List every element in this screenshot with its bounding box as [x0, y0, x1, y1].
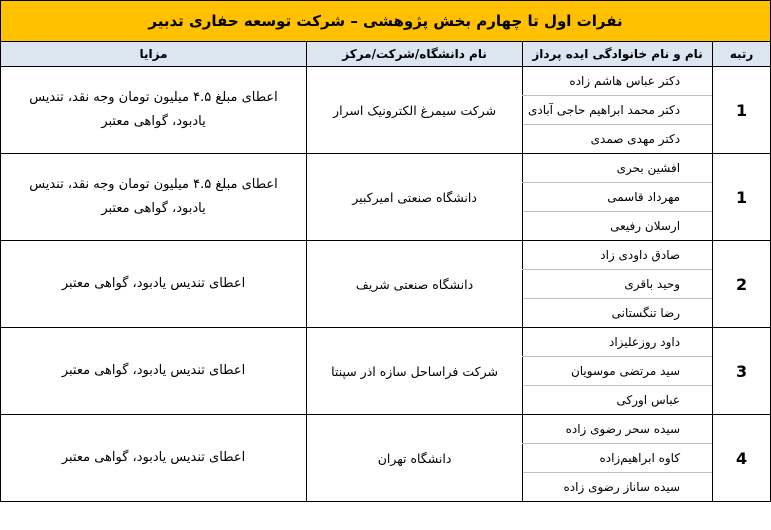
- benefits-cell: اعطای تندیس یادبود، گواهی معتبر: [1, 328, 307, 415]
- name-cell: وحید باقری: [523, 270, 713, 299]
- name-cell: سیده ساناز رضوی زاده: [523, 473, 713, 502]
- header-benefits: مزایا: [1, 42, 307, 67]
- table-row: [1, 241, 771, 270]
- name-cell: عباس اورکی: [523, 386, 713, 415]
- name-cell: دکتر عباس هاشم زاده: [523, 67, 713, 96]
- org-cell: شرکت سیمرغ الکترونیک اسرار: [307, 67, 523, 154]
- benefits-cell: اعطای تندیس یادبود، گواهی معتبر: [1, 241, 307, 328]
- table-row: [1, 154, 771, 183]
- name-cell: سیده سحر رضوی زاده: [523, 415, 713, 444]
- rank-cell: 1: [713, 154, 771, 241]
- org-cell: دانشگاه صنعتی شریف: [307, 241, 523, 328]
- rank-cell: 3: [713, 328, 771, 415]
- name-cell: دکتر مهدی صمدی: [523, 125, 713, 154]
- header-rank: رتبه: [713, 42, 771, 67]
- org-cell: دانشگاه تهران: [307, 415, 523, 502]
- name-cell: رضا تنگستانی: [523, 299, 713, 328]
- header-names: نام و نام خانوادگی ایده پرداز: [523, 42, 713, 67]
- rank-cell: 1: [713, 67, 771, 154]
- benefits-cell: اعطای مبلغ ۴.۵ میلیون تومان وجه نقد، تندیس یادبود، گواهی معتبر: [1, 67, 307, 154]
- benefits-cell: اعطای مبلغ ۴.۵ میلیون تومان وجه نقد، تندیس یادبود، گواهی معتبر: [1, 154, 307, 241]
- table-row: [1, 67, 771, 96]
- name-cell: دکتر محمد ابراهیم حاجی آبادی: [523, 96, 713, 125]
- org-cell: شرکت فراساحل سازه اذر سپنتا: [307, 328, 523, 415]
- name-cell: صادق داودی زاد: [523, 241, 713, 270]
- name-cell: داود روزعلیزاد: [523, 328, 713, 357]
- table-title: نفرات اول تا چهارم بخش پژوهشی – شرکت توسعه حفاری تدبیر: [1, 1, 771, 42]
- org-cell: دانشگاه صنعتی امیرکبیر: [307, 154, 523, 241]
- name-cell: مهرداد قاسمی: [523, 183, 713, 212]
- name-cell: ارسلان رفیعی: [523, 212, 713, 241]
- rank-cell: 4: [713, 415, 771, 502]
- name-cell: سید مرتضی موسویان: [523, 357, 713, 386]
- rank-cell: 2: [713, 241, 771, 328]
- table-row: [1, 328, 771, 357]
- benefits-cell: اعطای تندیس یادبود، گواهی معتبر: [1, 415, 307, 502]
- name-cell: افشین بحری: [523, 154, 713, 183]
- header-org: نام دانشگاه/شرکت/مرکز: [307, 42, 523, 67]
- name-cell: کاوه ابراهیم‌زاده: [523, 444, 713, 473]
- table-row: [1, 415, 771, 444]
